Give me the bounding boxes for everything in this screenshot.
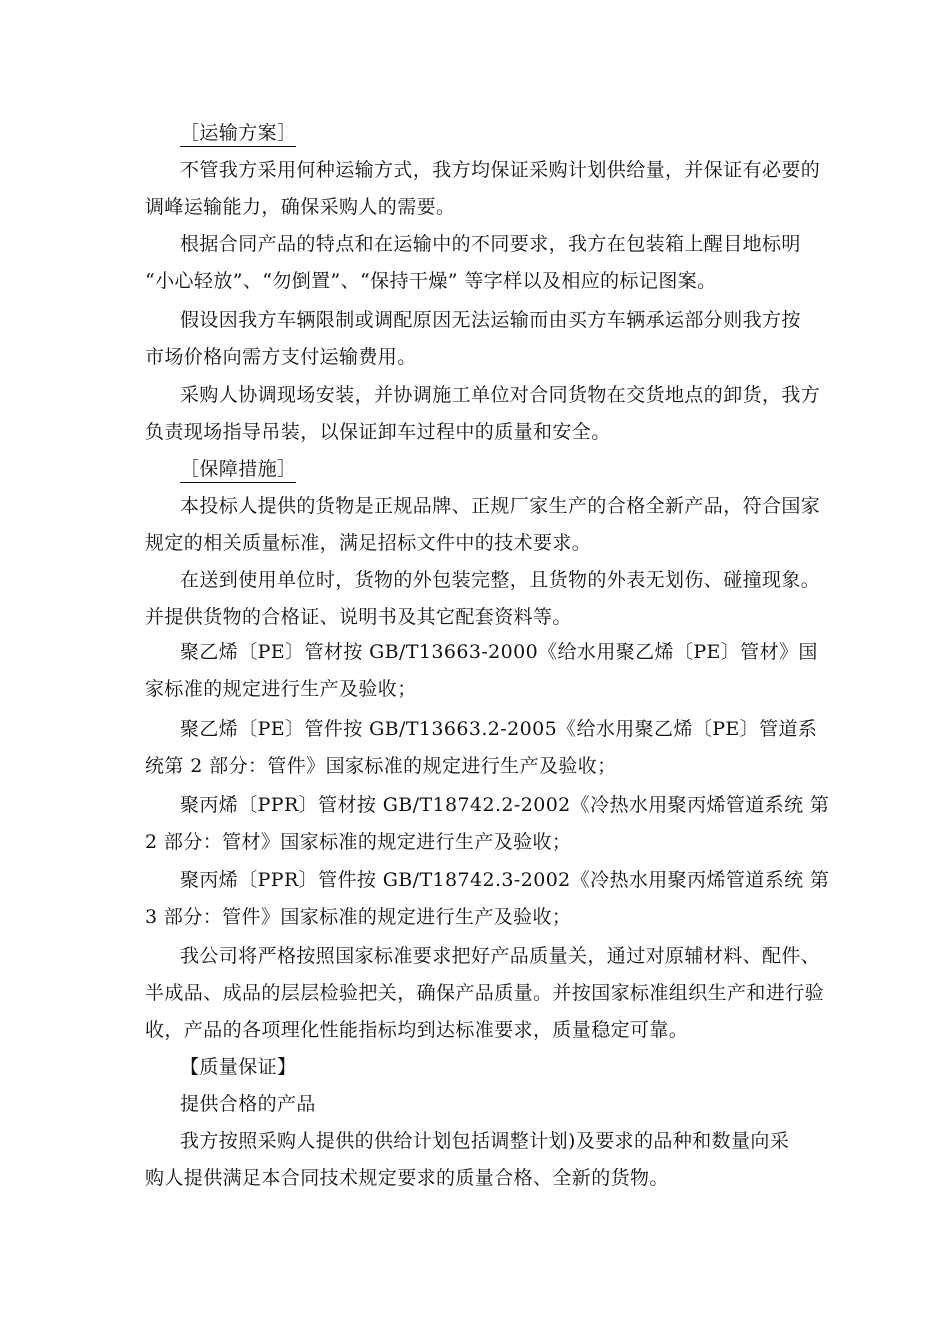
standard-line: 2 部分：管材》国家标准的规定进行生产及验收； xyxy=(145,831,572,853)
paragraph-line: 根据合同产品的特点和在运输中的不同要求，我方在包装箱上醒目地标明 xyxy=(180,233,801,255)
paragraph-line: 收，产品的各项理化性能指标均到达标准要求，质量稳定可靠。 xyxy=(145,1019,689,1041)
paragraph-line: 负责现场指导吊装，以保证卸车过程中的质量和安全。 xyxy=(145,421,611,443)
standard-line: 聚丙烯〔PPR〕管材按 GB/T18742.2-2002《冷热水用聚丙烯管道系统 第 xyxy=(180,794,830,816)
paragraph-line: 我方按照采购人提供的供给计划包括调整计划)及要求的品种和数量向采 xyxy=(180,1130,790,1152)
paragraph-line: “小心轻放”、“勿倒置”、“保持干燥” 等字样以及相应的标记图案。 xyxy=(145,270,717,292)
standard-line: 家标准的规定进行生产及验收； xyxy=(145,678,417,700)
paragraph-line: 半成品、成品的层层检验把关，确保产品质量。并按国家标准组织生产和进行验 xyxy=(145,982,825,1004)
paragraph-line: 本投标人提供的货物是正规品牌、正规厂家生产的合格全新产品，符合国家 xyxy=(180,495,821,517)
paragraph-line: 采购人协调现场安装，并协调施工单位对合同货物在交货地点的卸货，我方 xyxy=(180,384,821,406)
paragraph-line: 不管我方采用何种运输方式，我方均保证采购计划供给量，并保证有必要的 xyxy=(180,159,821,181)
standard-line: 统第 2 部分：管件》国家标准的规定进行生产及验收； xyxy=(145,755,617,777)
section-heading-transport: ［运输方案］ xyxy=(180,121,296,147)
paragraph-line: 在送到使用单位时，货物的外包装完整，且货物的外表无划伤、碰撞现象。 xyxy=(180,569,821,591)
standard-line: 聚乙烯〔PE〕管件按 GB/T13663.2-2005《给水用聚乙烯〔PE〕管道系 xyxy=(180,718,818,740)
paragraph-line: 市场价格向需方支付运输费用。 xyxy=(145,346,417,368)
standard-line: 聚丙烯〔PPR〕管件按 GB/T18742.3-2002《冷热水用聚丙烯管道系统 第 xyxy=(180,869,830,891)
standard-line: 3 部分：管件》国家标准的规定进行生产及验收； xyxy=(145,906,572,928)
paragraph-line: 假设因我方车辆限制或调配原因无法运输而由买方车辆承运部分则我方按 xyxy=(180,309,801,331)
paragraph-line: 我公司将严格按照国家标准要求把好产品质量关，通过对原辅材料、配件、 xyxy=(180,945,821,967)
paragraph-line: 调峰运输能力，确保采购人的需要。 xyxy=(145,196,456,218)
standard-line: 聚乙烯〔PE〕管材按 GB/T13663-2000《给水用聚乙烯〔PE〕管材》国 xyxy=(180,641,818,663)
paragraph-line: 购人提供满足本合同技术规定要求的质量合格、全新的货物。 xyxy=(145,1167,669,1189)
section-heading-guarantee: ［保障措施］ xyxy=(180,457,296,483)
paragraph-line: 并提供货物的合格证、说明书及其它配套资料等。 xyxy=(145,606,572,628)
section-heading-quality: 【质量保证】 xyxy=(180,1056,297,1078)
paragraph-line: 提供合格的产品 xyxy=(180,1093,316,1115)
paragraph-line: 规定的相关质量标准，满足招标文件中的技术要求。 xyxy=(145,532,592,554)
